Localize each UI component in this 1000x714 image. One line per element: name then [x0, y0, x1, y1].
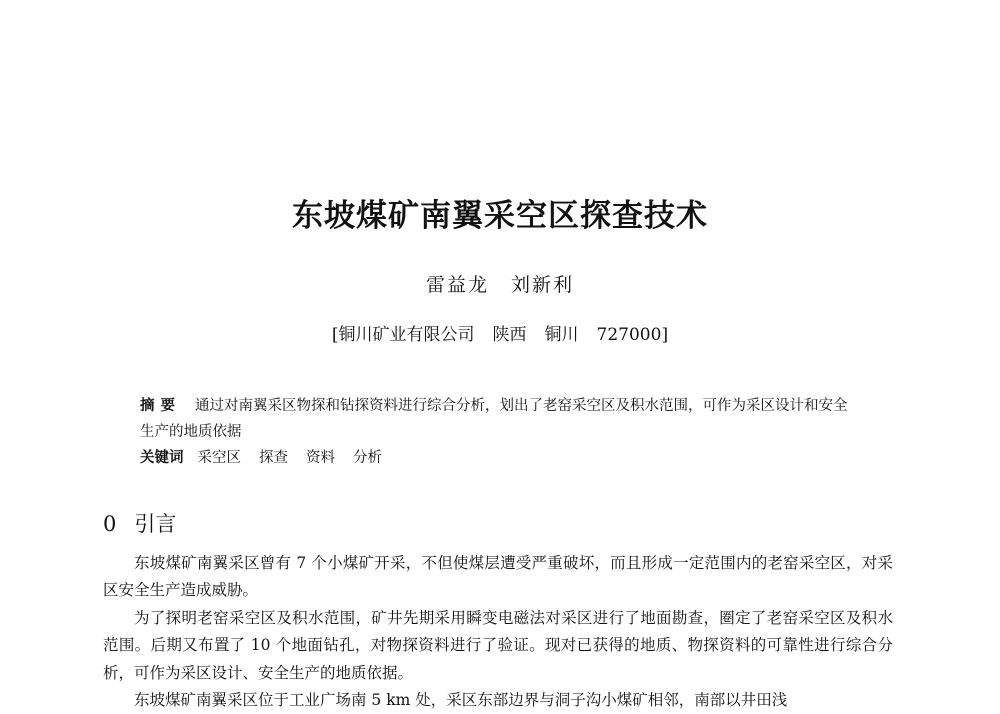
affiliation-bracket-close: ]: [661, 325, 669, 345]
author-list: [0, 270, 1000, 297]
keyword: 分析: [353, 450, 382, 466]
section-title: 引言: [134, 512, 177, 536]
keyword: 探查: [259, 450, 288, 466]
affiliation-postcode: 727000: [596, 325, 662, 345]
affiliation-bracket-open: [: [331, 325, 339, 345]
affiliation-city: 铜川: [544, 325, 579, 345]
abstract-block: [140, 393, 860, 471]
keywords-label: 关键词: [140, 450, 184, 466]
abstract: [140, 393, 860, 445]
affiliation: [0, 320, 1000, 345]
affiliation-org: 铜川矿业有限公司: [338, 325, 475, 345]
paragraph: 为了探明老窑采空区及积水范围，矿井先期采用瞬变电磁法对采区进行了地面勘查，圈定了老窑采空区及积水范围。后期又布置了 10 个地面钻孔，对物探资料进行了验证。现对已获得的地质、物探资料的可靠性进行综合分析，可作为采区设计、安全生产的地质依据。: [103, 608, 893, 682]
keywords: [140, 445, 860, 471]
abstract-label: 摘要: [140, 398, 181, 414]
abstract-text: 通过对南翼采区物探和钻探资料进行综合分析，划出了老窑采空区及积水范围，可作为采区设计和安全生产的地质依据: [140, 398, 848, 440]
affiliation-province: 陕西: [492, 325, 527, 345]
article-title: 东坡煤矿南翼采空区探查技术: [292, 198, 708, 234]
keyword: 采空区: [197, 450, 241, 466]
section-heading: [103, 508, 176, 538]
section-number: 0: [103, 512, 117, 536]
body-text: [103, 550, 893, 714]
paragraph: 东坡煤矿南翼采区曾有 7 个小煤矿开采，不但使煤层遭受严重破坏，而且形成一定范围内的老窑采空区，对采区安全生产造成威胁。: [103, 554, 893, 600]
author-name: 雷益龙: [425, 274, 489, 296]
keyword: 资料: [306, 450, 335, 466]
author-name: 刘新利: [511, 274, 575, 296]
paragraph: 东坡煤矿南翼采区位于工业广场南 5 km 处，采区东部边界与洞子沟小煤矿相邻，南部以井田浅: [134, 691, 788, 710]
